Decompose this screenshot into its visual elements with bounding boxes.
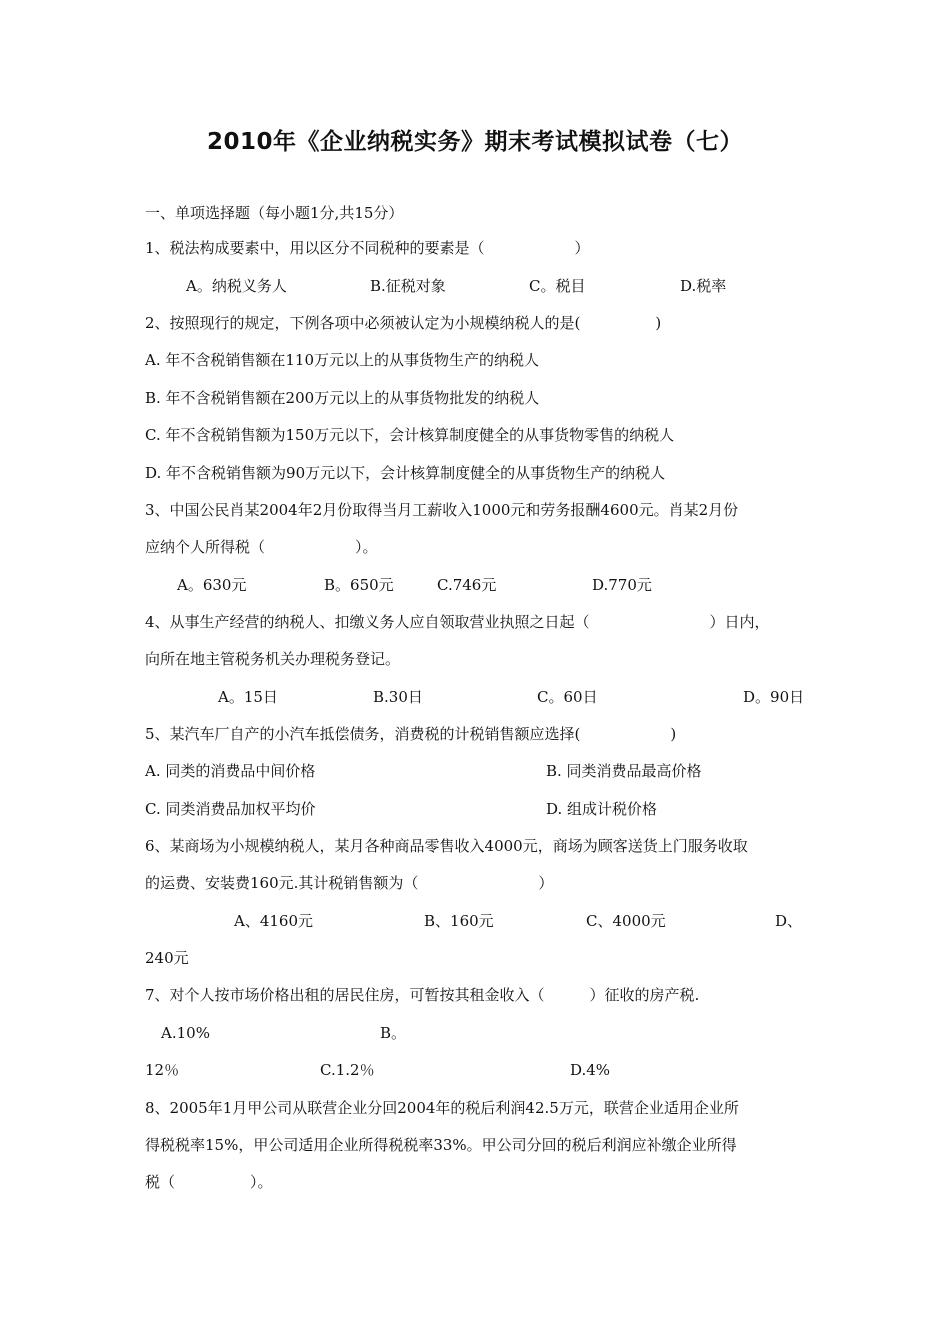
question-6-option-b: B、160元 xyxy=(424,912,494,930)
question-3-option-d: D.770元 xyxy=(592,576,652,594)
question-2-option-d: D. 年不含税销售额为90万元以下，会计核算制度健全的从事货物生产的纳税人 xyxy=(145,464,666,482)
question-7-option-b-prefix: B。 xyxy=(380,1024,407,1042)
question-4-option-b: B.30日 xyxy=(373,688,423,706)
section-heading: 一、单项选择题（每小题1分,共15分） xyxy=(145,204,404,222)
question-1-option-b: B.征税对象 xyxy=(370,277,446,295)
question-8-stem-line-3: 税（ ）。 xyxy=(145,1173,273,1191)
question-7-stem: 7、对个人按市场价格出租的居民住房，可暂按其租金收入（ ）征收的房产税. xyxy=(145,986,700,1004)
question-4-option-a: A。15日 xyxy=(218,688,278,706)
question-5-option-a: A. 同类的消费品中间价格 xyxy=(145,762,316,780)
question-6-stem-line-2: 的运费、安装费160元.其计税销售额为（ ） xyxy=(145,874,554,892)
question-1-option-d: D.税率 xyxy=(680,277,727,295)
question-4-option-d: D。90日 xyxy=(743,688,805,706)
question-6-option-d-prefix: D、 xyxy=(775,912,803,930)
question-6-option-c: C、4000元 xyxy=(586,912,666,930)
question-8-stem-line-2: 得税税率15%，甲公司适用企业所得税税率33%。甲公司分回的税后利润应补缴企业所得 xyxy=(145,1136,737,1154)
question-5-stem: 5、某汽车厂自产的小汽车抵偿债务，消费税的计税销售额应选择( ) xyxy=(145,725,677,743)
question-5-option-c: C. 同类消费品加权平均价 xyxy=(145,800,316,818)
question-6-stem-line-1: 6、某商场为小规模纳税人，某月各种商品零售收入4000元，商场为顾客送货上门服务收取 xyxy=(145,837,748,855)
question-7-option-b-value: 12％ xyxy=(145,1061,180,1079)
question-4-stem-line-1: 4、从事生产经营的纳税人、扣缴义务人应自领取营业执照之日起（ ）日内， xyxy=(145,613,770,631)
question-3-option-a: A。630元 xyxy=(177,576,247,594)
question-1-option-c: C。税目 xyxy=(529,277,586,295)
question-2-option-c: C. 年不含税销售额为150万元以下，会计核算制度健全的从事货物零售的纳税人 xyxy=(145,426,675,444)
question-7-option-d: D.4% xyxy=(570,1061,611,1079)
question-4-stem-line-2: 向所在地主管税务机关办理税务登记。 xyxy=(145,650,401,668)
question-7-option-a: A.10% xyxy=(161,1024,210,1042)
question-6-option-d-value: 240元 xyxy=(145,949,189,967)
question-3-option-b: B。650元 xyxy=(324,576,394,594)
question-2-option-b: B. 年不含税销售额在200万元以上的从事货物批发的纳税人 xyxy=(145,389,540,407)
page-title: 2010年《企业纳税实务》期末考试模拟试卷（七） xyxy=(206,129,743,155)
question-2-stem: 2、按照现行的规定，下例各项中必须被认定为小规模纳税人的是( ) xyxy=(145,314,662,332)
question-6-option-a: A、4160元 xyxy=(234,912,314,930)
question-1-stem: 1、税法构成要素中，用以区分不同税种的要素是（ ） xyxy=(145,239,590,257)
question-5-option-b: B. 同类消费品最高价格 xyxy=(546,762,702,780)
question-3-stem-line-1: 3、中国公民肖某2004年2月份取得当月工薪收入1000元和劳务报酬4600元。肖某2月份 xyxy=(145,501,739,519)
question-1-option-a: A。纳税义务人 xyxy=(186,277,287,295)
question-3-stem-line-2: 应纳个人所得税（ ）。 xyxy=(145,538,378,556)
question-8-stem-line-1: 8、2005年1月甲公司从联营企业分回2004年的税后利润42.5万元，联营企业适用企业所 xyxy=(145,1099,739,1117)
question-3-option-c: C.746元 xyxy=(437,576,497,594)
question-5-option-d: D. 组成计税价格 xyxy=(546,800,658,818)
question-4-option-c: C。60日 xyxy=(537,688,598,706)
question-7-option-c: C.1.2％ xyxy=(320,1061,375,1079)
question-2-option-a: A. 年不含税销售额在110万元以上的从事货物生产的纳税人 xyxy=(145,351,540,369)
